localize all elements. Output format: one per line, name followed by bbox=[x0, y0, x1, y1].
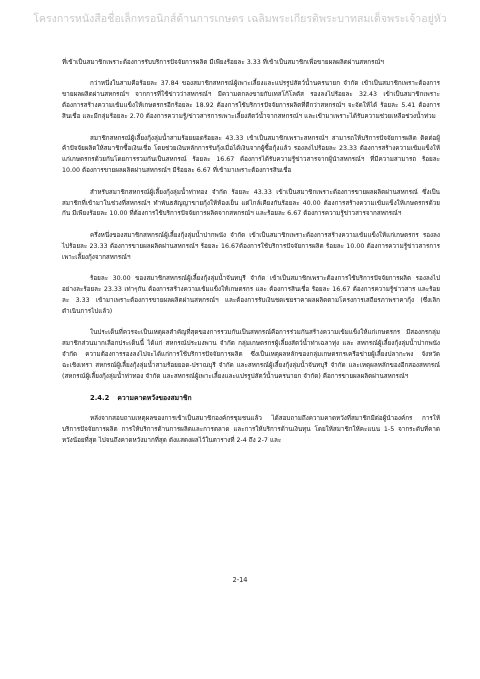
section-body: หลังจากสอบถามเหตุผลของการเข้าเป็นสมาชิกองค์กรชุมชนแล้ว ได้สอบถามถึงความคาดหวังที่สมาชิกมีต่อผู้นำองค์กร การให้บริการปัจจัยการผลิต การให้บริการด้านการผลิตและการตลาด และการให้บริการด้านเงินทุน โดยให้สมาชิกให้คะแนน 1-5 จากระดับที่คาดหวังน้อยที่สุด ไปจนถึงคาดหวังมากที่สุด ดังแสดงผลไว้ในตารางที่ 2-4 ถึง 2-7 และ bbox=[62, 415, 440, 444]
page-header: โครงการหนังสือชื่อเล็กทรอนิกส์ด้านการเกษตร เฉลิมพระเกียรติพระบาทสมเด็จพระเจ้าอยู่หัว bbox=[33, 13, 447, 25]
paragraph-continuation: ที่เข้าเป็นสมาชิกเพราะต้องการรับบริการปัจจัยการผลิต มีเพียงร้อยละ 3.33 ที่เข้าเป็นสมาชิกเพื่อขายผลผลิตผ่านสหกรณ์ฯ bbox=[62, 59, 384, 66]
paragraph-nakhonnayok: กว่าหนึ่งในสามคือร้อยละ 37.84 ของสมาชิกสหกรณ์ผู้เพาะเลี้ยงและแปรรูปสัตว์น้ำนครนายก จำกัด เข้าเป็นสมาชิกเพราะต้องการขายผลผลิตผ่านสหกรณ์ฯ จากการที่ใช้ข่าวว่าสหกรณ์ฯ มีความตกลงขายกับเทสโก้โลตัส รองลงไปร้อยละ 32.43 เข้าเป็นสมาชิกเพราะต้องการสร้างความเข้มแข็งให้เกษตรกรอีกร้อยละ 18.92 ต้องการใช้บริการปัจจัยการผลิตที่ดีกว่าสหกรณ์ฯ จะจัดให้ได้ ร้อยละ 5.41 ต้องการสินเชื่อ และมีกลุ่มร้อยละ 2.70 ต้องการความรู้/ข่าวสารการเพาะเลี้ยงสัตว์น้ำจากสหกรณ์ฯ และเข้ามาเพราะได้รับความช่วยเหลือช่วงน้ำท่วม bbox=[62, 80, 440, 121]
page-number: 2-14 bbox=[232, 576, 248, 584]
page-content bbox=[62, 58, 440, 457]
paragraph-pakphanang: ครึ่งหนึ่งของสมาชิกสหกรณ์ผู้เลี้ยงกุ้งลุ่มน้ำปากพนัง จำกัด เข้าเป็นสมาชิกเพราะต้องการสร้างความเข้มแข็งให้แก่เกษตรกร รองลงไปร้อยละ 23.33 ต้องการขายผลผลิตผ่านสหกรณ์ฯ ร้อยละ 16.67ต้องการใช้บริการปัจจัยการผลิต ร้อยละ 10.00 ต้องการความรู้ข่าวสารการเพาะเลี้ยงกุ้งจากสหกรณ์ฯ bbox=[62, 231, 440, 261]
section-heading bbox=[62, 393, 440, 404]
section-title: ความคาดหวังของสมาชิก bbox=[117, 394, 192, 403]
section-number: 2.4.2 bbox=[90, 394, 110, 403]
paragraph-summary: ในประเด็นที่ควรจะเป็นเหตุผลสำคัญที่สุดของการรวมกันเป็นสหกรณ์คือการร่วมกันสร้างความเข้มแข็งให้แก่เกษตรกร มีสองกรกลุ่มสมาชิกส่วนมากเลือกประเด็นนี้ ได้แก่ สหกรณ์ประมงพาน จำกัด กลุ่มเกษตรกรผู้เลี้ยงสัตว์น้ำท่าเฉลาทุ่ง และ สหกรณ์ผู้เลี้ยงกุ้งลุ่มน้ำปากพนัง จำกัด ความต้องการรองลงไปจะได้แก่การใช้บริการปัจจัยการผลิต ซึ่งเป็นเหตุผลหลักของกลุ่มเกษตรกรเครือข่ายผู้เลี้ยงปลากะพง จังหวัดฉะเชิงเทรา สหกรณ์ผู้เลี้ยงกุ้งลุ่มน้ำสามร้อยยอด-ปราณบุรี จำกัด และสหกรณ์ผู้เลี้ยงกุ้งลุ่มน้ำจันทบุรี จำกัด และเหตุผลหลักของอีกสองสหกรณ์ (สหกรณ์ผู้เลี้ยงกุ้งลุ่มน้ำท่าทอง จำกัด และสหกรณ์ผู้เพาะเลี้ยงและแปรรูปสัตว์น้ำนครนายก จำกัด) คือการขายผลผลิตผ่านสหกรณ์ฯ bbox=[62, 329, 440, 380]
paragraph-thathong: สำหรับสมาชิกสหกรณ์ผู้เลี้ยงกุ้งลุ่มน้ำท่าทอง จำกัด ร้อยละ 43.33 เข้าเป็นสมาชิกเพราะต้องการขายผลผลิตผ่านสหกรณ์ ซึ่งเป็นสมาชิกที่เข้ามาในช่วงที่สหกรณ์ฯ ทำพันธสัญญาขายกุ้งให้ห้องเย็น แต่ไกล์เคียงกันร้อยละ 40.00 ต้องการสร้างความเข้มแข็งให้เกษตรกรด้วยกัน มีเพียงร้อยละ 10.00 ที่ต้องการใช้บริการปัจจัยการผลิตจากสหกรณ์ฯ และร้อยละ 6.67 ต้องการความรู้ข่าวสารจากสหกรณ์ฯ bbox=[62, 188, 440, 218]
paragraph-samroiyot: สมาชิกสหกรณ์ผู้เลี้ยงกุ้งลุ่มน้ำสามร้อยยอดร้อยละ 43.33 เข้าเป็นสมาชิกเพราะสหกรณ์ฯ สามารถให้บริการปัจจัยการผลิต ติดต่อผู้ค้าปัจจัยผลิตให้สมาชิกซื้อเงินเชื่อ โดยช่วยเงินหลักการรับกุ้งเมื่อได้เงินจากผู้ซื้อกุ้งแล้ว รองลงไปร้อยละ 23.33 ต้องการสร้างความเข้มแข็งให้แก่เกษตรกรด้วยกันโดยการรวมกันเป็นสหกรณ์ ร้อยละ 16.67 ต้องการได้รับความรู้ข่าวสารจากผู้นำสหกรณ์ฯ ที่มีความสามารถ ร้อยละ 10.00 ต้องการขายผลผลิตผ่านสหกรณ์ฯ มีร้อยละ 6.67 ที่เข้ามาเพราะต้องการสินเชื่อ bbox=[62, 134, 440, 175]
paragraph-chanthaburi: ร้อยละ 30.00 ของสมาชิกสหกรณ์ผู้เลี้ยงกุ้งลุ่มน้ำจันทบุรี จำกัด เข้าเป็นสมาชิกเพราะต้องการใช้บริการปัจจัยการผลิต รองลงไปอย่างละร้อยละ 23.33 เท่าๆกัน ต้องการสร้างความเข้มแข็งให้เกษตรกร และ ต้องการสินเชื่อ ร้อยละ 16.67 ต้องการความรู้ข่าวสาร และร้อยละ 3.33 เข้ามาเพราะต้องการขายผลผลิตผ่านสหกรณ์ฯ และต้องการรับเงินชดเชยราคาผลผลิตตามโครงการเสถียรภาพราคากุ้ง (ซึ่งเลิกดำเนินการไปแล้ว) bbox=[62, 275, 440, 315]
